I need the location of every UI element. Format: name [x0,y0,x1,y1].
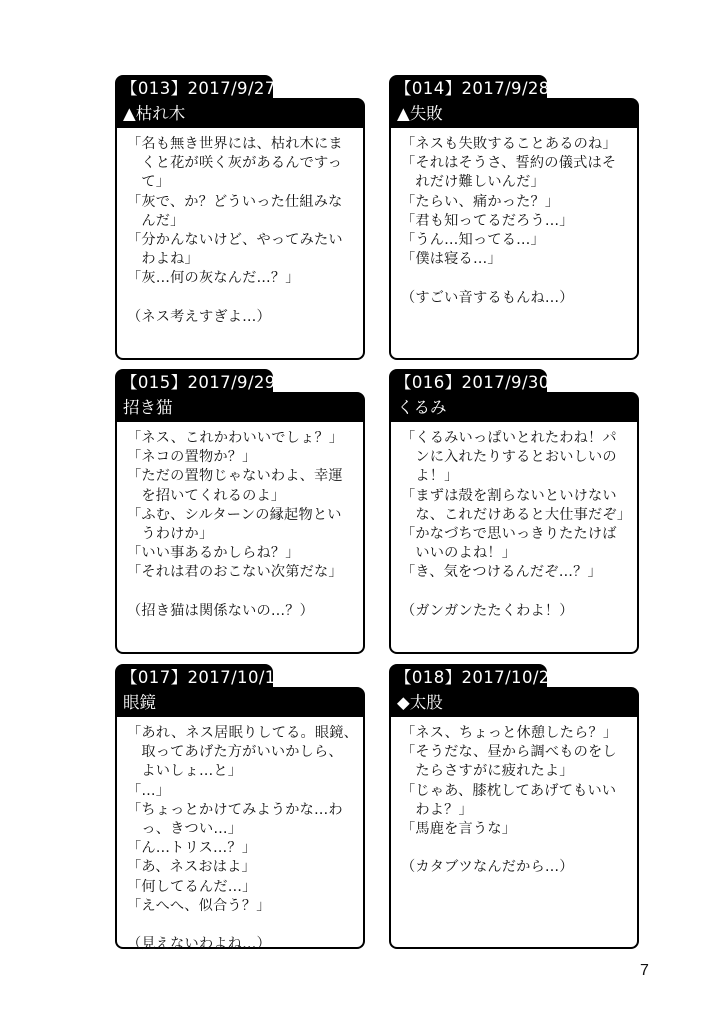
dialogue-line: うわけか」 [127,526,214,543]
card-date-tab: 【018】2017/10/2 [389,664,547,691]
dialogue-line: よ！」 [401,468,459,485]
dialogue-line: 「ただの置物じゃないわよ、幸運 [127,468,343,485]
dialogue-line: 「かなづちで思いっきりたたけば [401,526,617,543]
card-date-tab: 【017】2017/10/1 [115,664,273,691]
dialogue-line: わよね」 [127,251,199,268]
dialogue-line: 「き、気をつけるんだぞ…？」 [401,564,602,581]
card-date-tab: 【016】2017/9/30 [389,369,547,396]
aside-line: （見えないわよね…） [127,936,271,953]
dialogue-line: れだけ難しいんだ」 [401,174,545,191]
dialogue-line: 「…」 [127,782,171,799]
aside-line: （カタブツなんだから…） [401,859,574,876]
card-body [115,717,365,953]
card-body [389,128,639,360]
dialogue-line: 「くるみいっぱいとれたわね！パ [401,430,617,446]
dialogue-line: 「あれ、ネス居眠りしてる。眼鏡、 [127,725,359,741]
dialogue-line: 「まずは殻を割らないといけない [401,487,617,504]
card-date-tab: 【013】2017/9/27 [115,75,273,102]
dialogue-line: を招いてくれるのよ」 [127,487,286,504]
dialogue-line: 「たらい、痛かった？」 [401,193,560,210]
dialogue-line: 「それは君のおこない次第だな」 [127,564,343,581]
dialogue-line: 「君も知ってるだろう…」 [401,212,574,229]
dialogue-line: 「ん…トリス…？」 [127,840,257,857]
aside-line: （招き猫は関係ないの…？） [127,602,315,619]
dialogue-line: 「灰で、か？どういった仕組みな [127,193,343,210]
dialogue-line: 「ネス、ちょっと休憩したら？」 [401,725,618,741]
dialogue-line: て」 [127,174,171,191]
aside-line: （ネス考えすぎよ…） [127,308,271,325]
dialogue-line: 「そうだな、昼から調べものをし [401,744,617,761]
card-date-tab: 【014】2017/9/28 [389,75,547,102]
card-body [115,128,365,360]
dialogue-line: たらさすがに疲れたよ」 [401,763,574,780]
dialogue-line: 「分かんないけど、やってみたい [127,232,343,249]
aside-line: （すごい音するもんね…） [401,289,574,306]
blank-line [401,269,633,288]
dialogue-line: 「じゃあ、膝枕してあげてもいい [401,782,617,799]
dialogue-line: っ、きつい…」 [127,821,243,838]
dialogue-line: 「ちょっとかけてみようかな…わ [127,801,343,818]
card-title: ▲失敗 [389,98,639,130]
dialogue-line: 「馬鹿を言うな」 [401,821,517,838]
card-title: 招き猫 [115,392,365,424]
dialogue-line: よいしょ…と」 [127,763,243,780]
dialogue-line: 「あ、ネスおはよ」 [127,859,256,876]
dialogue-line: 「ネコの置物か？」 [127,449,257,466]
card-body [115,422,365,654]
blank-line [127,916,359,935]
dialogue-line: な、これだけあると大仕事だぞ」 [401,506,632,523]
dialogue-line: 「灰…何の灰なんだ…？」 [127,270,300,287]
dialogue-line: 「えへへ、似合う？」 [127,897,271,914]
card-date-tab: 【015】2017/9/29 [115,369,273,396]
dialogue-line: 「うん…知ってる…」 [401,232,545,249]
blank-line [127,289,359,308]
card-title: ◆太股 [389,687,639,719]
blank-line [401,583,633,602]
dialogue-line: 「いい事あるかしらね？」 [127,545,300,562]
dialogue-line: 取ってあげた方がいいかしら、 [127,744,343,761]
dialogue-line: 「それはそうさ、誓約の儀式はそ [401,155,617,172]
blank-line [127,583,359,602]
dialogue-line: くと花が咲く灰があるんですっ [127,155,342,172]
card-title: ▲枯れ木 [115,98,365,130]
dialogue-line: いいのよね！」 [401,545,517,562]
card-body [389,717,639,949]
card-title: くるみ [389,392,639,424]
dialogue-line: 「僕は寝る…」 [401,251,502,268]
dialogue-line: わよ？」 [401,801,473,818]
dialogue-line: 「何してるんだ…」 [127,878,257,895]
dialogue-line: 「ふむ、シルターンの縁起物とい [127,506,342,523]
dialogue-line: ンに入れたりするとおいしいの [401,449,617,466]
dialogue-line: 「ネス、これかわいいでしょ？」 [127,430,344,446]
card-title: 眼鏡 [115,687,365,719]
card-body [389,422,639,654]
blank-line [401,839,633,858]
dialogue-line: 「名も無き世界には、枯れ木にま [127,136,343,152]
dialogue-line: んだ」 [127,212,185,229]
aside-line: （ガンガンたたくわよ！） [401,602,574,619]
dialogue-line: 「ネスも失敗することあるのね」 [401,136,617,152]
page-number: 7 [640,962,649,979]
